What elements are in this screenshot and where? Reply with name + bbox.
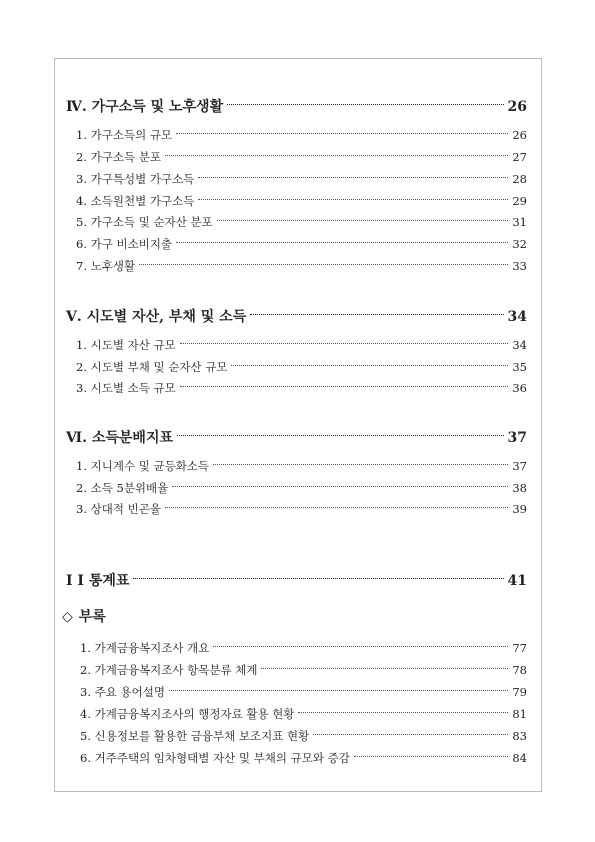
- toc-item[interactable]: [80, 662, 527, 678]
- toc-item-page: 79: [512, 685, 527, 699]
- leader-dots: [261, 667, 508, 669]
- leader-dots: [354, 755, 509, 757]
- toc-item-label: 3. 주요 용어설명: [80, 685, 165, 699]
- toc-item-label: 1. 가구소득의 규모: [76, 128, 173, 142]
- toc-item[interactable]: [76, 480, 527, 496]
- toc-item-page: 28: [512, 172, 527, 186]
- toc-item[interactable]: [76, 458, 527, 474]
- toc-heading-page: 41: [507, 573, 527, 589]
- toc-item[interactable]: [76, 380, 527, 396]
- leader-dots: [213, 645, 508, 647]
- toc-item[interactable]: [76, 501, 527, 517]
- toc-item[interactable]: [80, 728, 527, 744]
- toc-item-page: 39: [512, 502, 527, 516]
- toc-item[interactable]: [76, 258, 527, 274]
- toc-item-label: 2. 시도별 부채 및 순자산 규모: [76, 360, 228, 374]
- toc-heading-page: 34: [507, 309, 527, 325]
- toc-heading[interactable]: [66, 427, 527, 447]
- leader-dots: [180, 385, 509, 387]
- toc-item[interactable]: [80, 750, 527, 766]
- leader-dots: [227, 103, 503, 105]
- leader-dots: [180, 342, 509, 344]
- leader-dots: [298, 711, 508, 713]
- toc-item[interactable]: [76, 359, 527, 375]
- toc-item-page: 27: [512, 150, 527, 164]
- toc-item-page: 26: [512, 128, 527, 142]
- toc-heading[interactable]: [66, 306, 527, 326]
- toc-item[interactable]: [76, 193, 527, 209]
- toc-item-page: 35: [512, 360, 527, 374]
- toc-item[interactable]: [76, 236, 527, 252]
- toc-item[interactable]: [80, 706, 527, 722]
- leader-dots: [313, 733, 508, 735]
- toc-item-label: 2. 소득 5분위배율: [76, 481, 169, 495]
- leader-dots: [198, 198, 508, 200]
- toc-item-label: 3. 시도별 소득 규모: [76, 381, 176, 395]
- toc-item-page: 33: [512, 259, 527, 273]
- leader-dots: [231, 364, 508, 366]
- leader-dots: [177, 434, 504, 436]
- toc-item[interactable]: [76, 214, 527, 230]
- leader-dots: [176, 241, 508, 243]
- toc-item-label: 5. 가구소득 및 순자산 분포: [76, 215, 213, 229]
- leader-dots: [198, 176, 508, 178]
- toc-item-label: 4. 소득원천별 가구소득: [76, 194, 195, 208]
- toc-item-page: 37: [512, 459, 527, 473]
- leader-dots: [165, 506, 508, 508]
- toc-item[interactable]: [76, 149, 527, 165]
- leader-dots: [133, 577, 503, 579]
- toc-heading-title: Ⅳ. 가구소득 및 노후생활: [66, 99, 224, 115]
- toc-item-label: 7. 노후생활: [76, 259, 136, 273]
- toc-item[interactable]: [76, 337, 527, 353]
- leader-dots: [217, 219, 509, 221]
- toc-item-page: 32: [512, 237, 527, 251]
- toc-item-page: 38: [512, 481, 527, 495]
- toc-item-page: 78: [512, 663, 527, 677]
- toc-heading[interactable]: [66, 570, 527, 590]
- toc-item-page: 36: [512, 381, 527, 395]
- leader-dots: [172, 485, 508, 487]
- toc-heading-title: Ⅵ. 소득분배지표: [66, 430, 173, 446]
- toc-item[interactable]: [76, 171, 527, 187]
- toc-item-label: 2. 가계금융복지조사 항목분류 체계: [80, 663, 258, 677]
- diamond-icon: ◇: [62, 609, 73, 625]
- appendix-title: 부록: [78, 609, 106, 625]
- toc-item[interactable]: [80, 684, 527, 700]
- leader-dots: [176, 132, 508, 134]
- toc-item-page: 77: [512, 641, 527, 655]
- toc-item-label: 1. 시도별 자산 규모: [76, 338, 176, 352]
- toc-heading-page: 37: [507, 430, 527, 446]
- appendix-heading: [62, 606, 106, 626]
- toc-item-label: 2. 가구소득 분포: [76, 150, 161, 164]
- leader-dots: [250, 313, 503, 315]
- toc-heading-title: Ⅰ I 통계표: [66, 573, 130, 589]
- toc-item-label: 6. 거주주택의 임차형태별 자산 및 부채의 규모와 증감: [80, 751, 350, 765]
- toc-item[interactable]: [76, 127, 527, 143]
- leader-dots: [139, 263, 508, 265]
- toc-heading-page: 26: [507, 99, 527, 115]
- toc-heading[interactable]: [66, 96, 527, 116]
- leader-dots: [213, 463, 508, 465]
- toc-item-label: 6. 가구 비소비지출: [76, 237, 173, 251]
- toc-item-page: 31: [512, 215, 527, 229]
- toc-item[interactable]: [80, 640, 527, 656]
- toc-item-page: 81: [512, 707, 527, 721]
- toc-item-page: 34: [512, 338, 527, 352]
- toc-item-label: 1. 가계금융복지조사 개요: [80, 641, 210, 655]
- toc-item-label: 5. 신용정보를 활용한 금융부채 보조지표 현황: [80, 729, 310, 743]
- toc-item-page: 29: [512, 194, 527, 208]
- toc-item-page: 83: [512, 729, 527, 743]
- toc-item-label: 4. 가계금융복지조사의 행정자료 활용 현황: [80, 707, 295, 721]
- toc-item-page: 84: [512, 751, 527, 765]
- toc-heading-title: Ⅴ. 시도별 자산, 부채 및 소득: [66, 309, 247, 325]
- leader-dots: [165, 154, 508, 156]
- toc-item-label: 1. 지니계수 및 균등화소득: [76, 459, 210, 473]
- toc-item-label: 3. 가구특성별 가구소득: [76, 172, 195, 186]
- page-frame: [54, 58, 542, 792]
- leader-dots: [169, 689, 508, 691]
- toc-item-label: 3. 상대적 빈곤율: [76, 502, 161, 516]
